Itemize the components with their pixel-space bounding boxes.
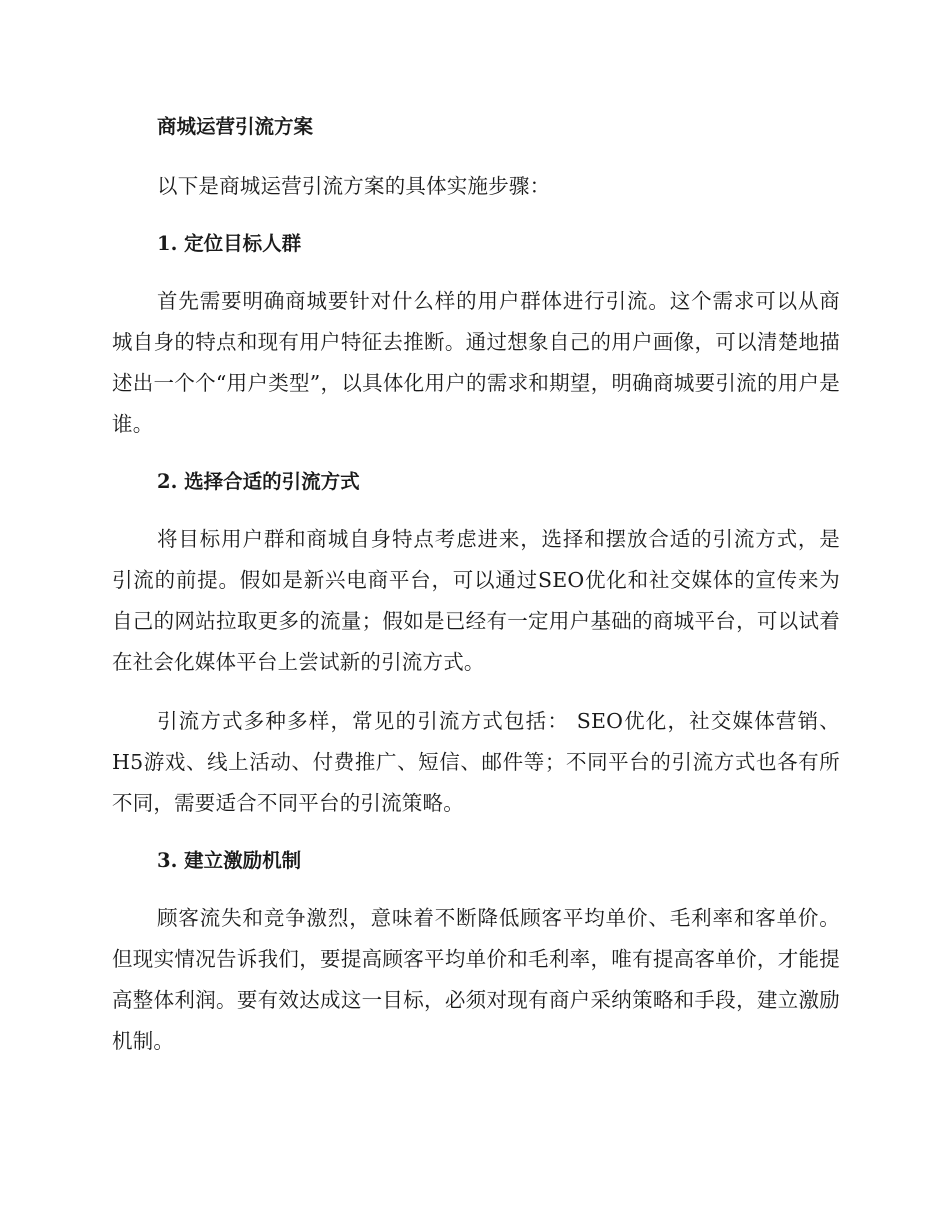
- section-2-heading: 2. 选择合适的引流方式: [157, 470, 360, 493]
- section-1-heading: 1. 定位目标人群: [157, 232, 302, 255]
- section-3-heading: 3. 建立激励机制: [157, 849, 302, 872]
- section-2-paragraph-1: 将目标用户群和商城自身特点考虑进来，选择和摆放合适的引流方式，是引流的前提。假如是新兴电商平台，可以通过SEO优化和社交媒体的宣传来为自己的网站拉取更多的流量；假如是已经有一定用户基础的商城平台，可以试着在社会化媒体平台上尝试新的引流方式。: [112, 527, 840, 674]
- section-1-paragraph-1: 首先需要明确商城要针对什么样的用户群体进行引流。这个需求可以从商城自身的特点和现有用户特征去推断。通过想象自己的用户画像，可以清楚地描述出一个个“用户类型”，以具体化用户的需求和期望，明确商城要引流的用户是谁。: [112, 289, 840, 436]
- document-title: 商城运营引流方案: [157, 115, 314, 138]
- intro-paragraph: 以下是商城运营引流方案的具体实施步骤：: [157, 174, 551, 198]
- document-page: [112, 108, 840, 1080]
- section-3-paragraph-1: 顾客流失和竞争激烈，意味着不断降低顾客平均单价、毛利率和客单价。但现实情况告诉我们，要提高顾客平均单价和毛利率，唯有提高客单价，才能提高整体利润。要有效达成这一目标，必须对现有商户采纳策略和手段，建立激励机制。: [112, 906, 840, 1053]
- section-2-paragraph-2: 引流方式多种多样，常见的引流方式包括： SEO优化，社交媒体营销、H5游戏、线上活动、付费推广、短信、邮件等；不同平台的引流方式也各有所不同，需要适合不同平台的引流策略。: [112, 709, 840, 815]
